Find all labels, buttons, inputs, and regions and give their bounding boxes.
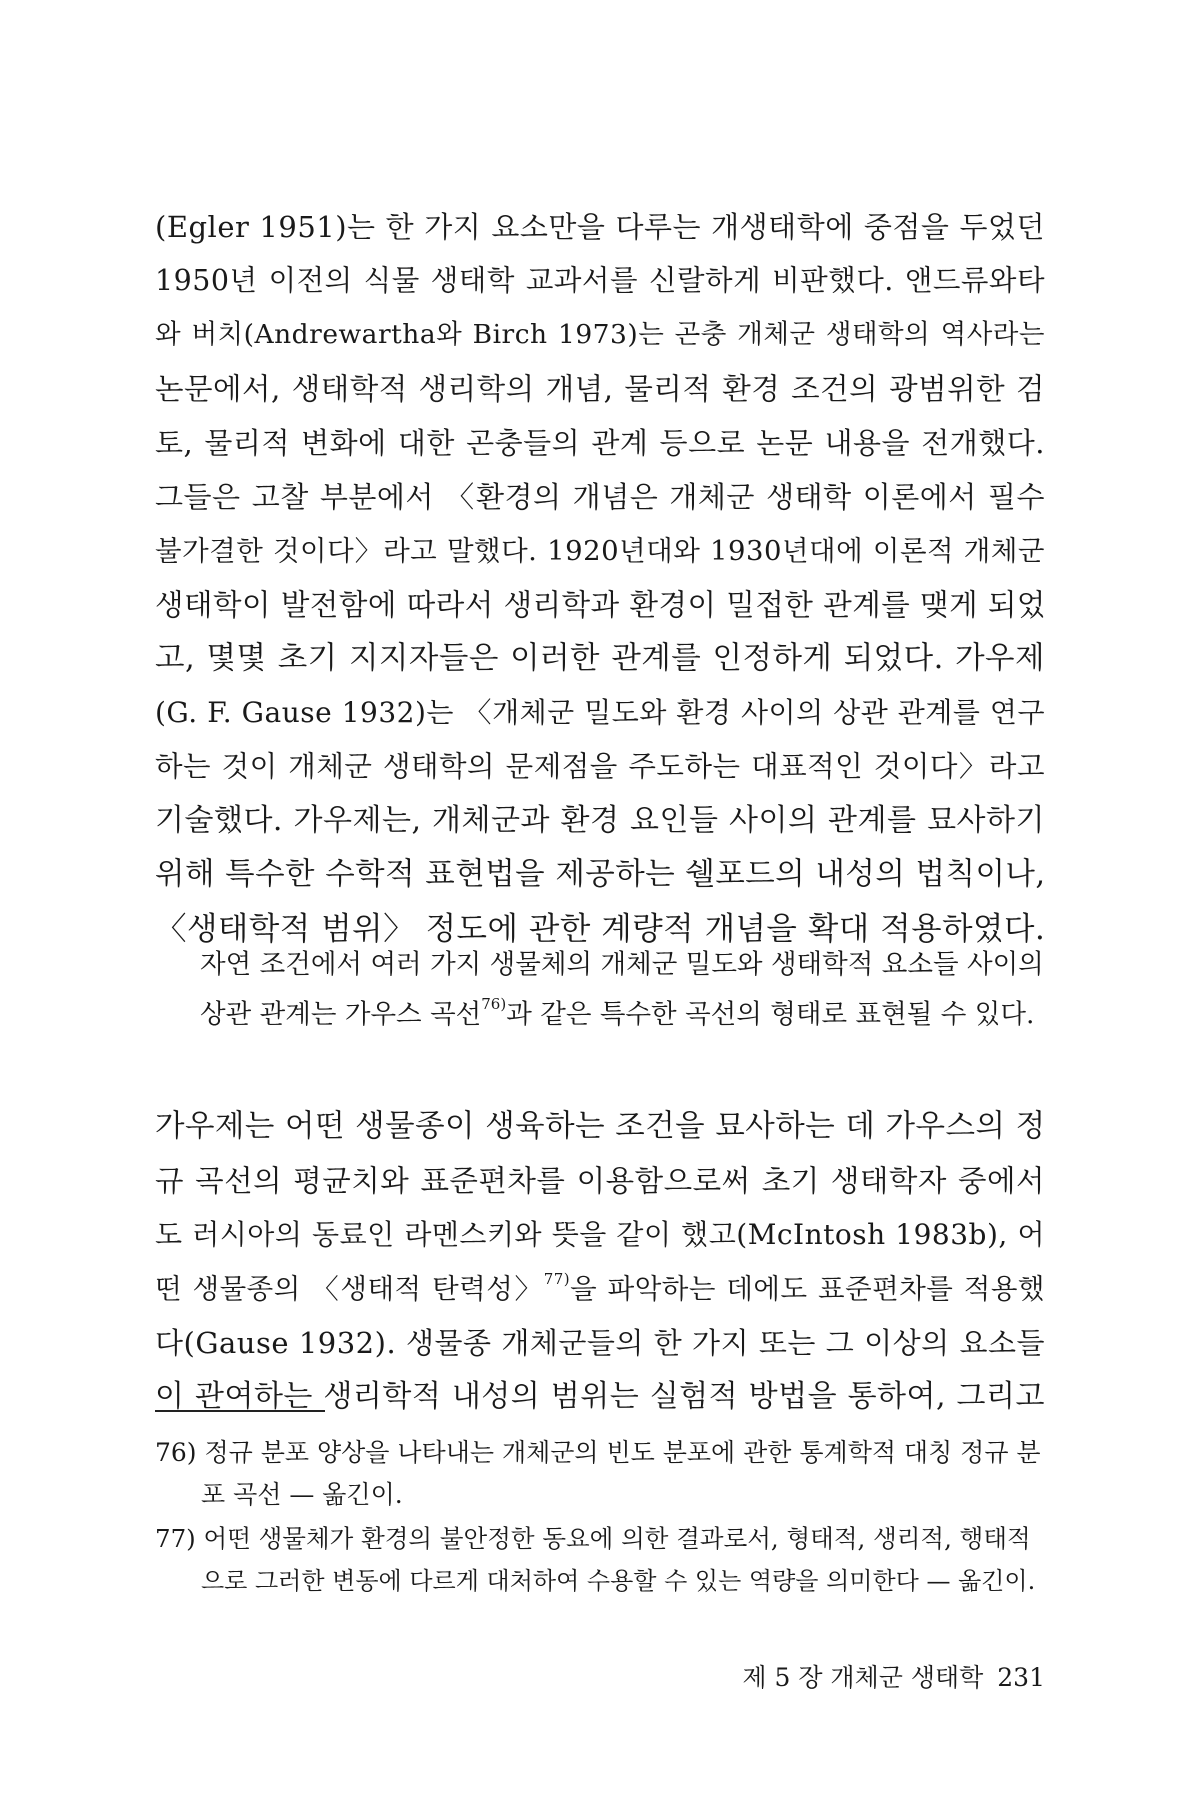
chapter-title: 제 5 장 개체군 생태학 [742,1663,984,1692]
text-line: 도 러시아의 동료인 라멘스키와 뜻을 같이 했고(McIntosh 1983b), 어 [155,1218,1045,1251]
text-line [155,1262,1045,1316]
line-text: 떤 생물종의 〈생태적 탄력성〉 [155,1273,544,1305]
footnote-ref-77[interactable]: 77) [543,1270,571,1288]
text-line: 토, 물리적 변화에 대한 곤충들의 관계 등으로 논문 내용을 전개했다. [155,426,1045,460]
footnote-ref-76[interactable]: 76) [481,995,507,1013]
footnote-77 [155,1518,1045,1602]
quote-text: 과 같은 특수한 곡선의 형태로 표현될 수 있다. [506,999,1035,1030]
running-footer [742,1660,1045,1696]
footnote-line: 77) 어떤 생물체가 환경의 불안정한 동요에 의한 결과로서, 형태적, 생리적, 행태적 [155,1524,1031,1553]
text-line: 불가결한 것이다〉라고 말했다. 1920년대와 1930년대에 이론적 개체군 [155,535,1045,567]
text-line: 논문에서, 생태학적 생리학의 개념, 물리적 환경 조건의 광범위한 검 [155,372,1045,406]
text-line: 생태학이 발전함에 따라서 생리학과 환경이 밀접한 관계를 맺게 되었 [155,588,1046,622]
text-line: 가우제는 어떤 생물종이 생육하는 조건을 묘사하는 데 가우스의 정 [155,1109,1046,1144]
text-line: 1950년 이전의 식물 생태학 교과서를 신랄하게 비판했다. 앤드류와타 [155,264,1045,297]
body-paragraph-1 [155,200,1045,956]
text-line: 위해 특수한 수학적 표현법을 제공하는 쉘포드의 내성의 법칙이나, [155,857,1046,892]
quote-line: 자연 조건에서 여러 가지 생물체의 개체군 밀도와 생태학적 요소들 사이의 [200,949,1044,980]
text-line: 하는 것이 개체군 생태학의 문제점을 주도하는 대표적인 것이다〉라고 [155,750,1045,783]
text-line: 이 관여하는 생리학적 내성의 범위는 실험적 방법을 통하여, 그리고 [155,1379,1045,1414]
text-line: 다(Gause 1932). 생물종 개체군들의 한 가지 또는 그 이상의 요소들 [155,1326,1045,1360]
quote-text: 상관 관계는 가우스 곡선 [200,999,482,1030]
text-line: 기술했다. 가우제는, 개체군과 환경 요인들 사이의 관계를 묘사하기 [155,803,1045,838]
text-line: 그들은 고찰 부분에서 〈환경의 개념은 개체군 생태학 이론에서 필수 [155,480,1045,514]
footnote-line: 으로 그러한 변동에 다르게 대처하여 수용할 수 있는 역량을 의미한다 — 옮긴이. [201,1567,1036,1595]
line-text: 을 파악하는 데에도 표준편차를 적용했 [570,1273,1045,1305]
text-line: 〈생태학적 범위〉 정도에 관한 계량적 개념을 확대 적용하였다. [155,911,1046,947]
page-number: 231 [997,1663,1045,1692]
body-paragraph-2 [155,1100,1045,1424]
quote-line [200,990,1045,1040]
footnote-76 [155,1432,1045,1516]
text-line: (Egler 1951)는 한 가지 요소만을 다루는 개생태학에 중점을 두었던 [155,210,1045,244]
footnote-line: 76) 정규 분포 양상을 나타내는 개체군의 빈도 분포에 관한 통계학적 대칭 정규 분 [155,1438,1041,1467]
text-line: (G. F. Gause 1932)는 〈개체군 밀도와 환경 사이의 상관 관계를 연구 [155,696,1045,729]
text-line: 고, 몇몇 초기 지지자들은 이러한 관계를 인정하게 되었다. 가우제 [155,641,1045,676]
text-line: 와 버치(Andrewartha와 Birch 1973)는 곤충 개체군 생태학의 역사라는 [155,319,1045,350]
footnote-line: 포 곡선 — 옮긴이. [201,1480,403,1509]
text-line: 규 곡선의 평균치와 표준편차를 이용함으로써 초기 생태학자 중에서 [155,1164,1045,1198]
block-quote [200,940,1045,1040]
footnote-divider [155,1410,325,1412]
